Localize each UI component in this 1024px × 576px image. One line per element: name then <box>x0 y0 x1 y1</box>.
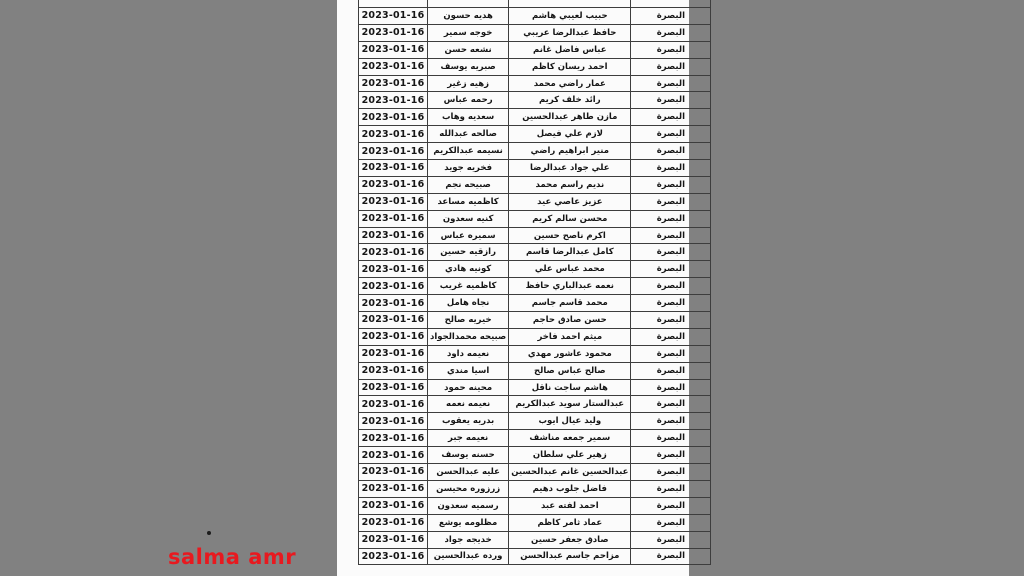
province-cell: البصرة <box>631 362 711 379</box>
date-cell <box>359 0 428 8</box>
mother-name-cell: محينه حمود <box>428 379 509 396</box>
full-name-cell: عباس فاضل غانم <box>509 41 631 58</box>
province-cell: البصرة <box>631 413 711 430</box>
table-row <box>359 295 711 312</box>
date-cell: 2023-01-16 <box>359 413 428 430</box>
partial-row <box>359 0 711 8</box>
mother-name-cell: نجاه هامل <box>428 295 509 312</box>
province-cell: البصرة <box>631 328 711 345</box>
mother-name-cell: مظلومه يوشع <box>428 514 509 531</box>
date-cell: 2023-01-16 <box>359 430 428 447</box>
mother-name-cell: زرزوره محيسن <box>428 480 509 497</box>
date-cell: 2023-01-16 <box>359 176 428 193</box>
date-cell: 2023-01-16 <box>359 126 428 143</box>
full-name-cell: عبدالستار سويد عبدالكريم <box>509 396 631 413</box>
date-cell: 2023-01-16 <box>359 328 428 345</box>
province-cell: البصرة <box>631 295 711 312</box>
full-name-cell: عزيز عاصي عيد <box>509 193 631 210</box>
mother-name-cell: صبيحه محمدالجواد <box>428 328 509 345</box>
records-table <box>358 0 711 565</box>
date-cell: 2023-01-16 <box>359 548 428 565</box>
date-cell: 2023-01-16 <box>359 24 428 41</box>
table-row <box>359 92 711 109</box>
mother-name-cell: صبريه يوسف <box>428 58 509 75</box>
table-row <box>359 193 711 210</box>
table-row <box>359 345 711 362</box>
full-name-cell: منير ابراهيم راضي <box>509 143 631 160</box>
full-name-cell: صادق جعفر حسين <box>509 531 631 548</box>
mother-name-cell: هديه حسون <box>428 8 509 25</box>
table-row <box>359 244 711 261</box>
province-cell: البصرة <box>631 193 711 210</box>
table-row <box>359 480 711 497</box>
mother-name-cell: نعيمه نعمه <box>428 396 509 413</box>
mother-name-cell <box>428 0 509 8</box>
full-name-cell: ميثم احمد فاخر <box>509 328 631 345</box>
mother-name-cell: سعديه وهاب <box>428 109 509 126</box>
table-row <box>359 176 711 193</box>
province-cell: البصرة <box>631 92 711 109</box>
date-cell: 2023-01-16 <box>359 109 428 126</box>
date-cell: 2023-01-16 <box>359 396 428 413</box>
table-row <box>359 497 711 514</box>
province-cell: البصرة <box>631 379 711 396</box>
mother-name-cell: نعيمه داود <box>428 345 509 362</box>
date-cell: 2023-01-16 <box>359 345 428 362</box>
full-name-cell: نديم راسم محمد <box>509 176 631 193</box>
mother-name-cell: خديجه جواد <box>428 531 509 548</box>
full-name-cell: حبيب لعيبي هاشم <box>509 8 631 25</box>
table-row <box>359 413 711 430</box>
full-name-cell: محسن سالم كريم <box>509 210 631 227</box>
province-cell: البصرة <box>631 278 711 295</box>
province-cell: البصرة <box>631 548 711 565</box>
full-name-cell: محمد قاسم جاسم <box>509 295 631 312</box>
province-cell: البصرة <box>631 312 711 329</box>
full-name-cell: محمد عباس علي <box>509 261 631 278</box>
province-cell: البصرة <box>631 160 711 177</box>
province-cell: البصرة <box>631 497 711 514</box>
date-cell: 2023-01-16 <box>359 531 428 548</box>
table-row <box>359 75 711 92</box>
province-cell: البصرة <box>631 109 711 126</box>
province-cell: البصرة <box>631 41 711 58</box>
table-row <box>359 227 711 244</box>
channel-stamp-text: salma amr <box>168 545 297 569</box>
full-name-cell: مزاحم جاسم عبدالحسن <box>509 548 631 565</box>
date-cell: 2023-01-16 <box>359 362 428 379</box>
date-cell: 2023-01-16 <box>359 8 428 25</box>
date-cell: 2023-01-16 <box>359 312 428 329</box>
date-cell: 2023-01-16 <box>359 41 428 58</box>
date-cell: 2023-01-16 <box>359 497 428 514</box>
date-cell: 2023-01-16 <box>359 480 428 497</box>
full-name-cell: زهير علي سلطان <box>509 447 631 464</box>
full-name-cell: عمار راضي محمد <box>509 75 631 92</box>
date-cell: 2023-01-16 <box>359 244 428 261</box>
mother-name-cell: زهيه زغير <box>428 75 509 92</box>
date-cell: 2023-01-16 <box>359 210 428 227</box>
full-name-cell: صالح عباس صالح <box>509 362 631 379</box>
full-name-cell: عبدالحسين غانم عبدالحسين <box>509 464 631 481</box>
table-row <box>359 261 711 278</box>
mother-name-cell: نعيمه جبر <box>428 430 509 447</box>
mother-name-cell: كنيه سعدون <box>428 210 509 227</box>
table-row <box>359 278 711 295</box>
full-name-cell: فاضل جلوب دهيم <box>509 480 631 497</box>
table-row <box>359 531 711 548</box>
table-row <box>359 210 711 227</box>
full-name-cell: وليد عيال ايوب <box>509 413 631 430</box>
province-cell: البصرة <box>631 480 711 497</box>
full-name-cell: سمير جمعه مناشف <box>509 430 631 447</box>
mother-name-cell: سميره عباس <box>428 227 509 244</box>
mother-name-cell: نشعه حسن <box>428 41 509 58</box>
full-name-cell: محمود عاشور مهدي <box>509 345 631 362</box>
full-name-cell: لازم علي فيصل <box>509 126 631 143</box>
province-cell: البصرة <box>631 244 711 261</box>
full-name-cell: نعمه عبدالباري حافظ <box>509 278 631 295</box>
table-row <box>359 328 711 345</box>
province-cell: البصرة <box>631 464 711 481</box>
date-cell: 2023-01-16 <box>359 92 428 109</box>
date-cell: 2023-01-16 <box>359 295 428 312</box>
province-cell: البصرة <box>631 345 711 362</box>
table-row <box>359 126 711 143</box>
date-cell: 2023-01-16 <box>359 227 428 244</box>
full-name-cell: علي جواد عبدالرضا <box>509 160 631 177</box>
date-cell: 2023-01-16 <box>359 75 428 92</box>
mother-name-cell: خيريه صالح <box>428 312 509 329</box>
province-cell: البصرة <box>631 227 711 244</box>
full-name-cell: احمد ريسان كاظم <box>509 58 631 75</box>
province-cell: البصرة <box>631 531 711 548</box>
full-name-cell: حافظ عبدالرضا عريبي <box>509 24 631 41</box>
province-cell: البصرة <box>631 210 711 227</box>
date-cell: 2023-01-16 <box>359 193 428 210</box>
province-cell: البصرة <box>631 176 711 193</box>
mother-name-cell: اسيا مندي <box>428 362 509 379</box>
table-row <box>359 109 711 126</box>
province-cell: البصرة <box>631 514 711 531</box>
mother-name-cell: رحمه عباس <box>428 92 509 109</box>
table-row <box>359 312 711 329</box>
table-row <box>359 514 711 531</box>
province-cell: البصرة <box>631 126 711 143</box>
province-cell: البصرة <box>631 430 711 447</box>
table-row <box>359 362 711 379</box>
full-name-cell: مازن طاهر عبدالحسين <box>509 109 631 126</box>
mother-name-cell: نسيمه عبدالكريم <box>428 143 509 160</box>
table-row <box>359 24 711 41</box>
date-cell: 2023-01-16 <box>359 278 428 295</box>
mother-name-cell: خوجه سمير <box>428 24 509 41</box>
table-row <box>359 58 711 75</box>
mother-name-cell: حسنه يوسف <box>428 447 509 464</box>
province-cell: البصرة <box>631 58 711 75</box>
mother-name-cell: كاظميه مساعد <box>428 193 509 210</box>
table-row <box>359 548 711 565</box>
mother-name-cell: صبيحه نجم <box>428 176 509 193</box>
table-row <box>359 8 711 25</box>
table-row <box>359 464 711 481</box>
date-cell: 2023-01-16 <box>359 514 428 531</box>
province-cell: البصرة <box>631 396 711 413</box>
table-row <box>359 430 711 447</box>
full-name-cell: حسن صادق حاجم <box>509 312 631 329</box>
province-cell: البصرة <box>631 143 711 160</box>
date-cell: 2023-01-16 <box>359 261 428 278</box>
mother-name-cell: عليه عبدالحسن <box>428 464 509 481</box>
date-cell: 2023-01-16 <box>359 58 428 75</box>
table-row <box>359 41 711 58</box>
table-row <box>359 160 711 177</box>
full-name-cell: اكرم ناصح حسين <box>509 227 631 244</box>
date-cell: 2023-01-16 <box>359 379 428 396</box>
date-cell: 2023-01-16 <box>359 160 428 177</box>
full-name-cell <box>509 0 631 8</box>
full-name-cell: عماد ثامر كاظم <box>509 514 631 531</box>
mother-name-cell: بدريه يعقوب <box>428 413 509 430</box>
province-cell: البصرة <box>631 447 711 464</box>
full-name-cell: هاشم ساجت ناقل <box>509 379 631 396</box>
province-cell: البصرة <box>631 261 711 278</box>
mother-name-cell: رازقيه حسين <box>428 244 509 261</box>
mother-name-cell: فخريه جويد <box>428 160 509 177</box>
table-row <box>359 379 711 396</box>
full-name-cell: احمد لفته عبد <box>509 497 631 514</box>
province-cell: البصرة <box>631 8 711 25</box>
mother-name-cell: رسميه سعدون <box>428 497 509 514</box>
province-cell <box>631 0 711 8</box>
full-name-cell: رائد خلف كريم <box>509 92 631 109</box>
table-row <box>359 447 711 464</box>
province-cell: البصرة <box>631 24 711 41</box>
mother-name-cell: صالحه عبدالله <box>428 126 509 143</box>
mother-name-cell: كاظميه غريب <box>428 278 509 295</box>
table-row <box>359 143 711 160</box>
date-cell: 2023-01-16 <box>359 447 428 464</box>
date-cell: 2023-01-16 <box>359 464 428 481</box>
black-dot <box>207 531 211 535</box>
full-name-cell: كامل عبدالرضا قاسم <box>509 244 631 261</box>
date-cell: 2023-01-16 <box>359 143 428 160</box>
mother-name-cell: ورده عبدالحسين <box>428 548 509 565</box>
province-cell: البصرة <box>631 75 711 92</box>
mother-name-cell: كونيه هادي <box>428 261 509 278</box>
table-row <box>359 396 711 413</box>
